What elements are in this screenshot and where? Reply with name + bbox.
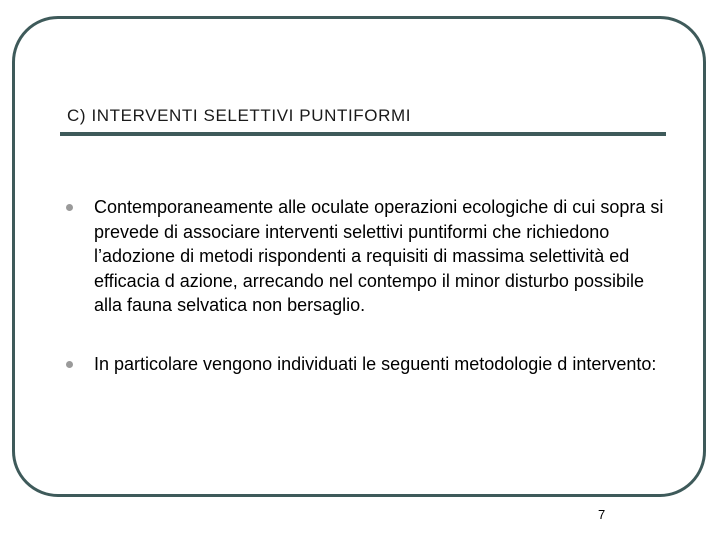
bullet-text: In particolare vengono individuati le seguenti metodologie d intervento:	[94, 353, 657, 374]
slide-title: C) INTERVENTI SELETTIVI PUNTIFORMI	[67, 106, 412, 125]
bullet-item	[64, 352, 664, 377]
bullet-text: Contemporaneamente alle oculate operazioni ecologiche di cui sopra si prevede di associare interventi selettivi puntiformi che richiedono l’adozione di metodi rispondenti a requisiti di massima selettività ed efficacia d azione, arrecando nel contempo il minor disturbo possibile alla fauna selvatica non bersaglio.	[94, 197, 664, 315]
bullet-item	[64, 195, 664, 318]
page-number: 7	[598, 507, 606, 522]
bullet-dot-icon	[66, 361, 73, 368]
bullet-list	[64, 195, 664, 376]
title-divider	[60, 132, 666, 136]
bullet-dot-icon	[66, 204, 73, 211]
